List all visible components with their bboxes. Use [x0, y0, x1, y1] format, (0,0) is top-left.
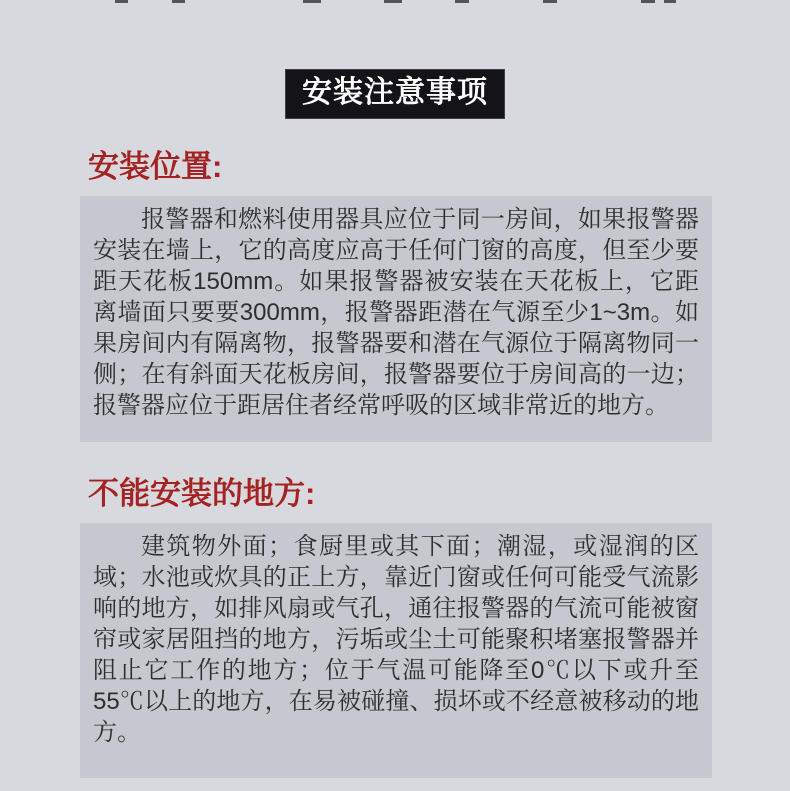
section-install-location [0, 148, 790, 442]
page-title: 安装注意事项 [302, 76, 488, 109]
forbidden-places-panel [80, 523, 712, 778]
top-edge-artifact [455, 0, 469, 3]
forbidden-places-text: 建筑物外面；食厨里或其下面；潮湿，或湿润的区域；水池或炊具的正上方，靠近门窗或任何可能受气流影响的地方，如排风扇或气孔，通往报警器的气流可能被窗帘或家居阻挡的地方，污垢或尘土可能聚积堵塞报警器并阻止它工作的地方；位于气温可能降至0℃以下或升至55℃以上的地方，在易被碰撞、损坏或不经意被移动的地方。 [93, 533, 699, 746]
section-forbidden-places [0, 475, 790, 778]
title-banner [285, 69, 505, 119]
top-edge-artifact [384, 0, 402, 3]
install-location-panel [80, 196, 712, 442]
top-edge-artifact [115, 0, 128, 3]
top-edge-artifact [172, 0, 185, 3]
top-edge-artifact [543, 0, 557, 3]
top-edge-artifact [303, 0, 321, 3]
top-edge-artifact [641, 0, 655, 3]
install-location-heading: 安装位置: [88, 149, 223, 184]
install-location-text: 报警器和燃料使用器具应位于同一房间，如果报警器安装在墙上，它的高度应高于任何门窗的高度，但至少要距天花板150mm。如果报警器被安装在天花板上，它距离墙面只要要300mm，报警器距潜在气源至少1~3m。如果房间内有隔离物，报警器要和潜在气源位于隔离物同一侧；在有斜面天花板房间，报警器要位于房间高的一边；报警器应位于距居住者经常呼吸的区域非常近的地方。 [93, 206, 699, 419]
forbidden-places-heading: 不能安装的地方: [88, 476, 316, 511]
top-edge-artifact [664, 0, 676, 3]
